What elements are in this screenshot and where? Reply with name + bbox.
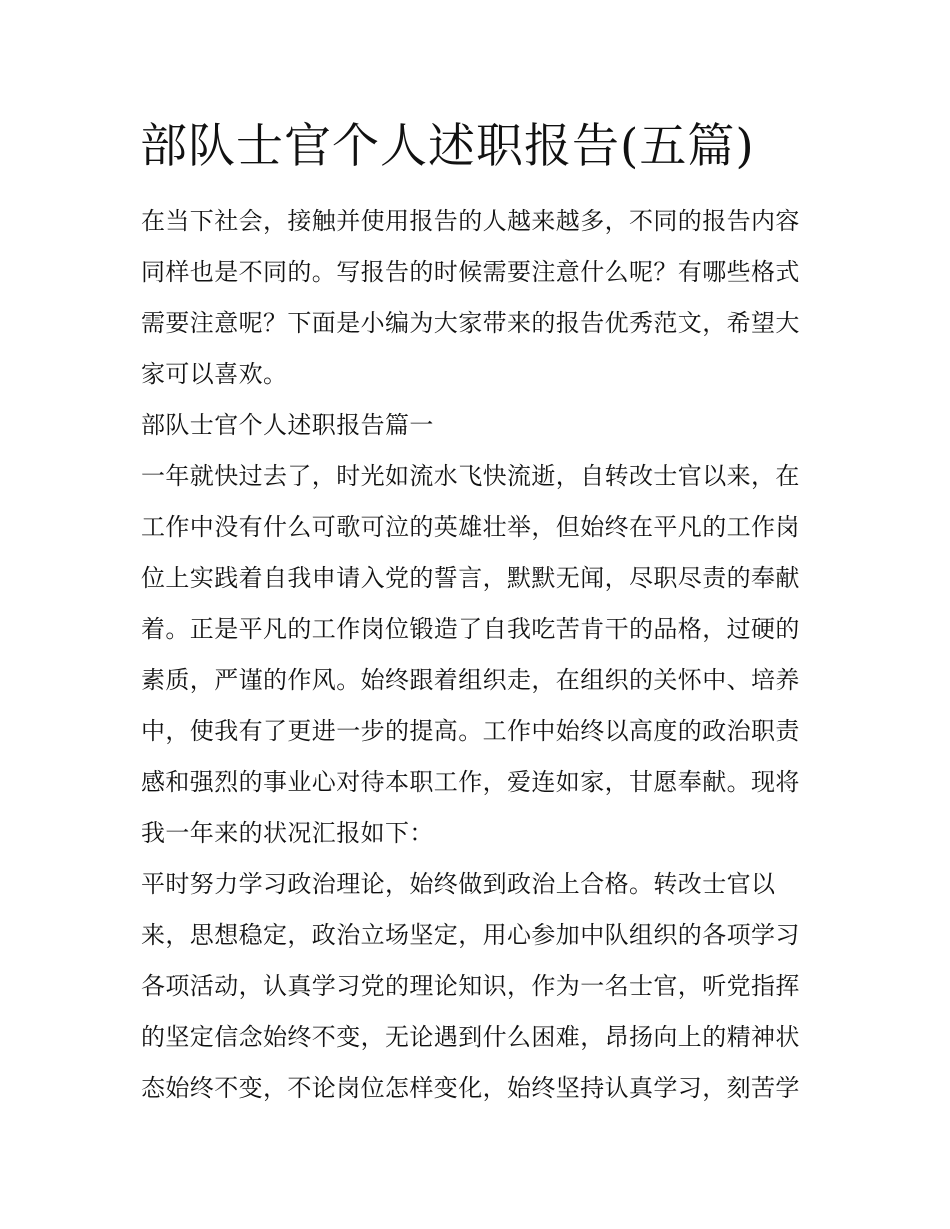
text-line: 态始终不变，不论岗位怎样变化，始终坚持认真学习，刻苦学 — [141, 1074, 800, 1102]
document-title: 部队士官个人述职报告(五篇) — [140, 119, 755, 174]
text-line: 需要注意呢？下面是小编为大家带来的报告优秀范文，希望大 — [141, 309, 800, 337]
text-line: 来，思想稳定，政治立场坚定，用心参加中队组织的各项学习 — [141, 921, 800, 949]
section-heading: 部队士官个人述职报告篇一 — [141, 411, 434, 439]
text-line: 在当下社会，接触并使用报告的人越来越多，不同的报告内容 — [141, 207, 800, 235]
text-line: 各项活动，认真学习党的理论知识，作为一名士官，听党指挥 — [141, 972, 800, 1000]
text-line: 素质，严谨的作风。始终跟着组织走，在组织的关怀中、培养 — [141, 666, 800, 694]
text-line: 我一年来的状况汇报如下： — [141, 819, 434, 847]
text-line: 家可以喜欢。 — [141, 360, 288, 388]
text-line: 同样也是不同的。写报告的时候需要注意什么呢？有哪些格式 — [141, 258, 800, 286]
text-line: 位上实践着自我申请入党的誓言，默默无闻，尽职尽责的奉献 — [141, 564, 800, 592]
text-line: 中，使我有了更进一步的提高。工作中始终以高度的政治职责 — [141, 717, 800, 745]
text-line: 感和强烈的事业心对待本职工作，爱连如家，甘愿奉献。现将 — [141, 768, 800, 796]
text-line: 平时努力学习政治理论，始终做到政治上合格。转改士官以 — [141, 870, 776, 898]
text-line: 着。正是平凡的工作岗位锻造了自我吃苦肯干的品格，过硬的 — [141, 615, 800, 643]
text-line: 的坚定信念始终不变，无论遇到什么困难，昂扬向上的精神状 — [141, 1023, 800, 1051]
text-line: 一年就快过去了，时光如流水飞快流逝，自转改士官以来，在 — [141, 462, 800, 490]
text-line: 工作中没有什么可歌可泣的英雄壮举，但始终在平凡的工作岗 — [141, 513, 800, 541]
